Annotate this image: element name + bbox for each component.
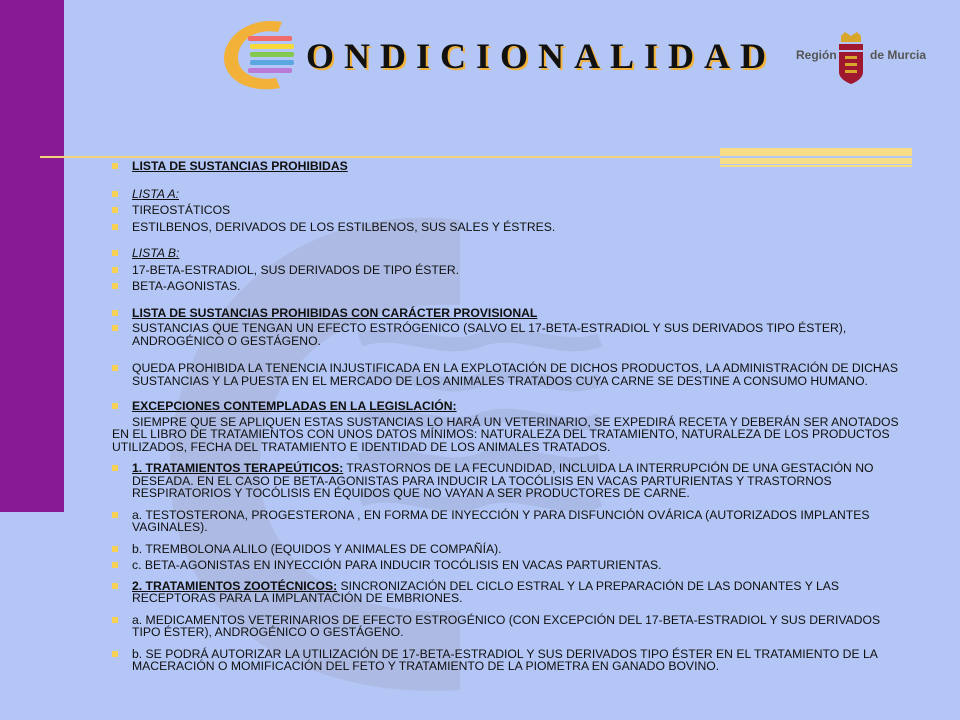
bullet-icon (112, 512, 118, 518)
bullet-icon (112, 267, 118, 273)
list-item-text: b. TREMBOLONA ALILO (EQUIDOS Y ANIMALES DE COMPAÑÍA). (132, 541, 502, 556)
list-item (112, 307, 902, 320)
list-a-label: LISTA A: (132, 186, 179, 201)
bullet-icon (112, 583, 118, 589)
list-item (112, 559, 902, 572)
bullet-icon (112, 365, 118, 371)
list-item (112, 580, 902, 605)
left-accent-bar (0, 0, 64, 512)
list-item (112, 648, 902, 673)
list-item (112, 322, 902, 347)
logo-c-icon (220, 16, 302, 94)
bullet-icon (112, 207, 118, 213)
content-list (112, 160, 902, 673)
list-item-text: a. MEDICAMENTOS VETERINARIOS DE EFECTO ESTROGÉNICO (CON EXCEPCIÓN DEL 17-BETA-ESTRADIOL Y SUS DERIVADOS TIPO ÉSTER), ANDROGÉNICO O GESTÁGENO. (132, 612, 881, 639)
list-item-text: BETA-AGONISTAS. (132, 279, 241, 293)
list-item (112, 247, 902, 260)
list-item (112, 400, 902, 413)
list-item-text: SUSTANCIAS QUE TENGAN UN EFECTO ESTRÓGENICO (SALVO EL 17-BETA-ESTRADIOL Y SUS DERIVADOS TIPO ÉSTER), ANDROGÉNICO O GESTÁGENO. (132, 321, 847, 348)
bullet-icon (112, 163, 118, 169)
bullet-icon (112, 283, 118, 289)
list-item (112, 614, 902, 639)
list-item (112, 221, 902, 234)
bullet-icon (112, 325, 118, 331)
bullet-icon (112, 191, 118, 197)
title-divider (40, 156, 720, 158)
list-item (112, 160, 902, 173)
region-de-murcia-logo (793, 30, 933, 86)
bullet-icon (112, 546, 118, 552)
list-item (112, 462, 902, 500)
list-item-text: QUEDA PROHIBIDA LA TENENCIA INJUSTIFICADA EN LA EXPLOTACIÓN DE DICHOS PRODUCTOS, LA ADMINISTRACIÓN DE DICHAS SUSTANCIAS Y LA PUESTA EN EL MERCADO DE LOS ANIMALES TRATADOS CUYA CARNE SE DESTINE A CONSUMO HUMANO. (132, 361, 898, 388)
list-item-text: TRASTORNOS DE LA FECUNDIDAD, INCLUIDA LA INTERRUPCIÓN DE UNA GESTACIÓN NO DESEADA. EN EL CASO DE BETA-AGONISTAS PARA INDUCIR LA TOCÓLISIS EN VACAS PARTURIENTAS Y TRASTORNOS RESPIRATORIOS Y TOCÓLISIS EN ÉQUIDOS QUE NO VAYAN A SER PRODUCTORES DE CARNE. (132, 461, 874, 500)
list-item-text: b. SE PODRÁ AUTORIZAR LA UTILIZACIÓN DE 17-BETA-ESTRADIOL Y SUS DERIVADOS TIPO ÉSTER EN EL TRATAMIENTO DE LA MACERACIÓN O MOMIFICACIÓN DEL FETO Y TRATAMIENTO DE LA PIOMETRA EN GANADO BOVINO. (132, 646, 878, 673)
bullet-icon (112, 465, 118, 471)
list-item-text: TIREOSTÁTICOS (132, 203, 231, 217)
bullet-icon (112, 617, 118, 623)
heading-provisional-list: LISTA DE SUSTANCIAS PROHIBIDAS CON CARÁCTER PROVISIONAL (132, 305, 538, 320)
murcia-label: de Murcia (870, 48, 927, 62)
logo-title: ONDICIONALIDAD (306, 36, 777, 76)
bullet-icon (112, 651, 118, 657)
list-item-text: c. BETA-AGONISTAS EN INYECCIÓN PARA INDUCIR TOCÓLISIS EN VACAS PARTURIENTAS. (132, 558, 662, 572)
list-item-text: a. TESTOSTERONA, PROGESTERONA , EN FORMA DE INYECCIÓN Y PARA DISFUNCIÓN OVÁRICA (AUTORIZADOS IMPLANTES VAGINALES). (132, 507, 870, 534)
region-label: Región (796, 48, 837, 62)
list-item (112, 509, 902, 534)
condicionalidad-logo (220, 16, 777, 96)
exceptions-paragraph (112, 416, 902, 454)
list-b-label: LISTA B: (132, 246, 180, 260)
list-item-text: 17-BETA-ESTRADIOL, SUS DERIVADOS DE TIPO ÉSTER. (132, 262, 460, 277)
list-item (112, 280, 902, 293)
list-item (112, 204, 902, 217)
heading-exceptions: EXCEPCIONES CONTEMPLADAS EN LA LEGISLACIÓN: (132, 399, 457, 413)
list-item-text: ESTILBENOS, DERIVADOS DE LOS ESTILBENOS, SUS SALES Y ÉSTRES. (132, 219, 556, 234)
list-item (112, 264, 902, 277)
list-item (112, 543, 902, 556)
heading-prohibited-substances: LISTA DE SUSTANCIAS PROHIBIDAS (132, 159, 348, 173)
bullet-icon (112, 562, 118, 568)
bullet-icon (112, 403, 118, 409)
list-item (112, 188, 902, 201)
list-item (112, 362, 902, 387)
list-item-text: SINCRONIZACIÓN DEL CICLO ESTRAL Y LA PREPARACIÓN DE LAS DONANTES Y LAS RECEPTORAS PARA LA IMPLANTACIÓN DE EMBRIONES. (132, 578, 840, 605)
bullet-icon (112, 250, 118, 256)
heading-therapeutic: 1. TRATAMIENTOS TERAPEÚTICOS: (132, 461, 344, 475)
bullet-icon (112, 224, 118, 230)
coat-of-arms-icon (837, 32, 865, 84)
bullet-icon (112, 310, 118, 316)
heading-zootechnical: 2. TRATAMIENTOS ZOOTÉCNICOS: (132, 578, 338, 593)
paragraph-text: SIEMPRE QUE SE APLIQUEN ESTAS SUSTANCIAS LO HARÁ UN VETERINARIO, SE EXPEDIRÁ RECETA Y DEBERÁN SER ANOTADOS EN EL LIBRO DE TRATAMIENTOS CON UNOS DATOS MÍNIMOS: NATURALEZA DEL TRATAMIENTO, NATURALEZA DE LOS PRODUCTOS UTILIZADOS, FECHA DEL TRATAMIENTO E IDENTIDAD DE LOS ANIMALES TRATADOS. (112, 414, 899, 454)
